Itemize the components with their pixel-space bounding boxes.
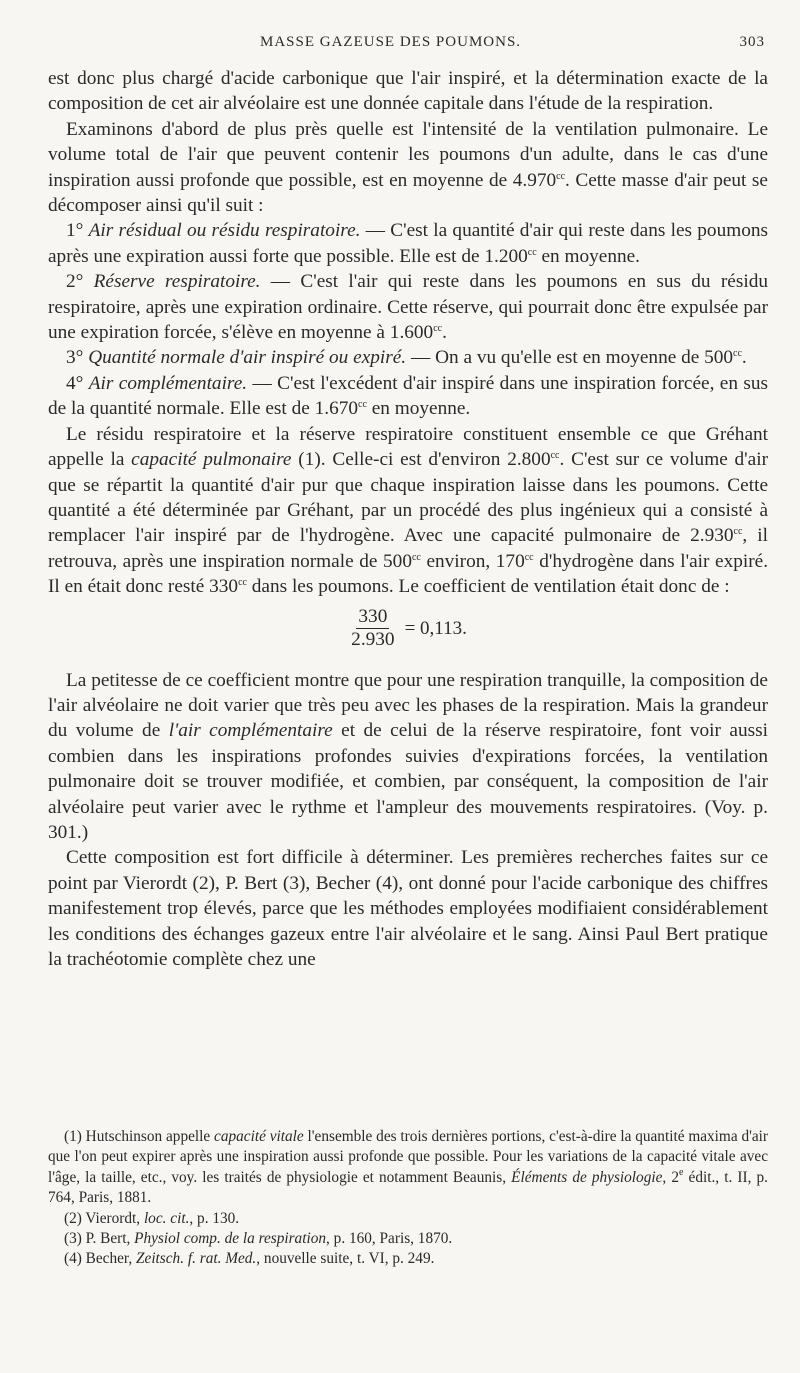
paragraph-3: Le résidu respiratoire et la réserve respiratoire constituent ensemble ce que Gréhant appelle la capacité pulmonaire (1). Celle-ci est d'environ 2.800$^{cc}$. C'est sur ce volume d'air que se répartit la quantité d'air pur que chaque inspiration laisse dans les poumons. Cette quantité a été déterminée par Gréhant, par un procédé des plus ingénieux qui a consisté à remplacer l'air inspiré par de l'hydrogène. Avec une capacité pulmonaire de 2.930$^{cc}$, il retrouva, après une inspiration normale de $500^{cc}$ environ, $170^{cc}$ d'hydrogène dans l'air expiré. Il en était donc resté $330^{cc}$ dans les poumons. Le coefficient de ventilation était donc de : — [48, 423, 769, 598]
list-item-3: 3° Quantité normale d'air inspiré ou expiré. — On a vu qu'elle est en moyenne de $500^{cc}$. — [66, 347, 747, 369]
fraction-denominator: 2.930 — [351, 629, 395, 651]
formula-result: = 0,113. — [404, 617, 467, 639]
list-item-1: 1° Air résidual ou résidu respiratoire. — C'est la quantité d'air qui reste dans les poumons après une expiration aussi forte que possible. Elle est de 1.200$^{cc}$ en moyenne. — [48, 220, 768, 267]
ventilation-formula — [48, 606, 768, 652]
footnote-4: (4) Becher, Zeitsch. f. rat. Med., nouvelle suite, t. VI, p. 249. — [64, 1250, 435, 1268]
fraction-numerator: 330 — [358, 606, 388, 628]
list-item-4: 4° Air complémentaire. — C'est l'excédent d'air inspiré dans une inspiration forcée, en sus de la quantité normale. Elle est de 1.670$^{cc}$ en moyenne. — [48, 372, 769, 420]
body-text — [48, 66, 768, 972]
paragraph-5: Cette composition est fort difficile à déterminer. Les premières recherches faites sur ce point par Vierordt (2), P. Bert (3), Becher (4), ont donné pour l'acide carbonique des chiffres manifestement trop élevés, parce que les méthodes employées modifiaient considérablement les conditions des échanges gazeux entre l'air alvéolaire et le sang. Ainsi Paul Bert pratique la trachéotomie complète chez une — [48, 847, 768, 970]
footnote-2: (2) Vierordt, loc. cit., p. 130. — [64, 1209, 240, 1227]
paragraph-2: Examinons d'abord de plus près quelle est l'intensité de la ventilation pulmonaire. Le volume total de l'air que peuvent contenir les poumons d'un adulte, dans le cas d'une inspiration aussi profonde que possible, est en moyenne de 4.970$^{cc}$. Cette masse d'air peut se décomposer ainsi qu'il suit : — [48, 118, 768, 217]
footnotes — [48, 1127, 768, 1270]
paragraph-1: est donc plus chargé d'acide carbonique que l'air inspiré, et la détermination exacte de la composition de cet air alvéolaire est une donnée capitale dans l'étude de la respiration. — [48, 68, 768, 115]
footnote-3: (3) P. Bert, Physiol comp. de la respiration, p. 160, Paris, 1870. — [64, 1230, 453, 1248]
page-header — [0, 34, 800, 56]
paragraph-4: La petitesse de ce coefficient montre que pour une respiration tranquille, la composition de l'air alvéolaire ne doit varier que très peu avec les phases de la respiration. Mais la grandeur du volume de l'air complémentaire et de celui de la réserve respiratoire, font voir aussi combien dans les inspirations profondes suivies d'expirations forcées, la ventilation pulmonaire doit se trouver modifiée, et combien, par conséquent, la composition de l'air alvéolaire peut varier avec le rythme et l'ampleur des mouvements respiratoires. (Voy. p. 301.) — [48, 669, 768, 843]
list-item-2: 2° Réserve respiratoire. — C'est l'air qui reste dans les poumons en sus du résidu respiratoire, après une expiration ordinaire. Cette réserve, qui pourrait donc être expulsée par une expiration forcée, s'élève en moyenne à 1.600$^{cc}$. — [48, 271, 768, 344]
page-number: 303 — [739, 34, 765, 50]
fraction — [349, 606, 396, 651]
running-head: MASSE GAZEUSE DES POUMONS. — [260, 34, 522, 50]
footnote-1: (1) Hutschinson appelle capacité vitale l'ensemble des trois dernières portions, c'est-à-dire la quantité maxima d'air que l'on peut expirer après une inspiration aussi profonde que possible. Pour les variations de la capacité vitale avec l'âge, la taille, etc., voy. les traités de physiologie et notamment Beaunis, Éléments de physiologie, 2e édit., t. II, p. 764, Paris, 1881. — [48, 1128, 769, 1207]
